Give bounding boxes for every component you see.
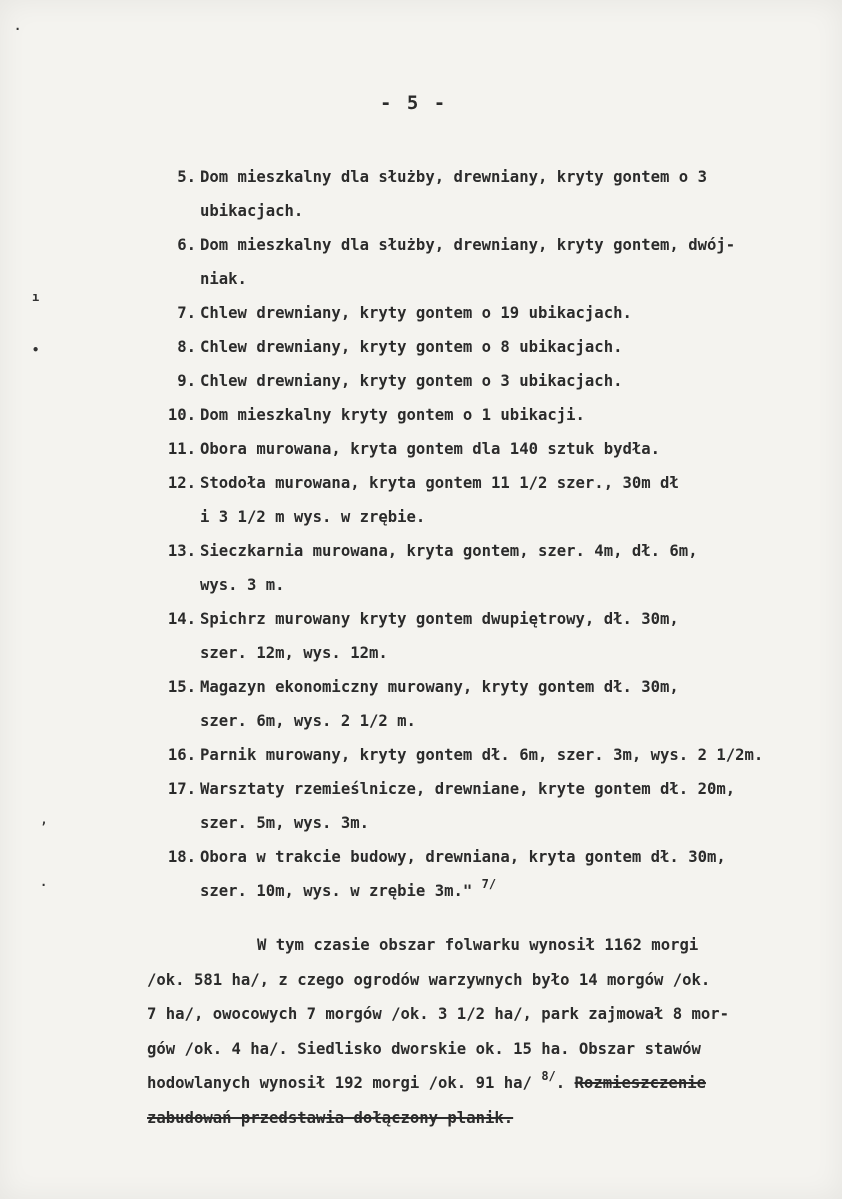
item-text: Parnik murowany, kryty gontem dł. 6m, szer. 3m, wys. 2 1/2m. (200, 746, 764, 764)
item-text: Dom mieszkalny dla służby, drewniany, kryty gontem o 3 (200, 168, 707, 186)
list-item (158, 364, 838, 398)
item-text-cont: ubikacjach. (200, 202, 304, 220)
item-text-cont: wys. 3 m. (200, 576, 285, 594)
page-number: - 5 - (380, 92, 448, 114)
item-text-cont: szer. 6m, wys. 2 1/2 m. (200, 712, 416, 730)
item-number: 10. (167, 406, 196, 424)
item-number: 13. (167, 542, 196, 560)
paragraph-line: gów /ok. 4 ha/. Siedlisko dworskie ok. 15 ha. Obszar stawów (147, 1039, 701, 1058)
building-list (158, 160, 838, 908)
item-text: Chlew drewniany, kryty gontem o 19 ubikacjach. (200, 304, 632, 322)
paragraph-line (147, 1101, 827, 1136)
footnote-ref: 8/ (541, 1069, 556, 1083)
item-text: Magazyn ekonomiczny murowany, kryty gontem dł. 30m, (200, 678, 679, 696)
summary-paragraph (147, 928, 827, 1135)
item-text-cont: niak. (200, 270, 247, 288)
item-text: Obora murowana, kryta gontem dla 140 sztuk bydła. (200, 440, 661, 458)
item-number: 15. (167, 678, 196, 696)
item-number: 16. (167, 746, 196, 764)
list-item (158, 772, 838, 840)
paragraph-line-text: hodowlanych wynosił 192 morgi /ok. 91 ha/ (147, 1074, 532, 1092)
item-number: 9. (177, 372, 196, 390)
margin-mark: • (32, 343, 40, 357)
list-item (158, 670, 838, 738)
item-number: 17. (167, 780, 196, 798)
item-text-cont (158, 874, 838, 908)
item-number: 11. (167, 440, 196, 458)
list-item (158, 296, 838, 330)
list-item (158, 534, 838, 602)
list-item (158, 840, 838, 908)
paragraph-line: 7 ha/, owocowych 7 morgów /ok. 3 1/2 ha/, park zajmował 8 mor- (147, 1005, 730, 1023)
item-number: 6. (177, 236, 196, 254)
item-text: Warsztaty rzemieślnicze, drewniane, kryte gontem dł. 20m, (200, 780, 736, 798)
paragraph-punct: . (555, 1074, 566, 1092)
item-number: 8. (177, 338, 196, 356)
list-item (158, 738, 838, 772)
item-text-cont: i 3 1/2 m wys. w zrębie. (200, 508, 426, 526)
margin-mark: ı (32, 290, 40, 304)
footnote-ref: 7/ (481, 877, 497, 891)
list-item (158, 160, 838, 228)
struck-text: zabudowań przedstawia dołączony planik. (147, 1108, 514, 1127)
paragraph-line (147, 1066, 827, 1101)
item-text: Sieczkarnia murowana, kryta gontem, szer. 4m, dł. 6m, (200, 542, 698, 560)
item-text: Dom mieszkalny dla służby, drewniany, kryty gontem, dwój- (200, 236, 736, 254)
list-item (158, 466, 838, 534)
item-text-cont: szer. 12m, wys. 12m. (200, 644, 388, 662)
item-text: Chlew drewniany, kryty gontem o 8 ubikacjach. (200, 338, 623, 356)
margin-mark: · (40, 878, 48, 892)
list-item (158, 398, 838, 432)
item-text-cont-body: szer. 10m, wys. w zrębie 3m." (200, 882, 473, 900)
item-number: 7. (177, 304, 196, 322)
item-text: Spichrz murowany kryty gontem dwupiętrowy, dł. 30m, (200, 610, 679, 628)
margin-mark: · (14, 22, 22, 36)
list-item (158, 330, 838, 364)
item-number: 14. (167, 610, 196, 628)
list-item (158, 602, 838, 670)
list-item (158, 228, 838, 296)
item-text: Stodoła murowana, kryta gontem 11 1/2 szer., 30m dł (200, 474, 679, 492)
item-number: 5. (177, 168, 196, 186)
item-number: 18. (167, 848, 196, 866)
item-text: Chlew drewniany, kryty gontem o 3 ubikacjach. (200, 372, 623, 390)
list-item (158, 432, 838, 466)
item-text: Obora w trakcie budowy, drewniana, kryta gontem dł. 30m, (200, 848, 726, 866)
margin-mark: ʼ (40, 820, 48, 834)
paragraph-line: /ok. 581 ha/, z czego ogrodów warzywnych było 14 morgów /ok. (147, 970, 711, 989)
item-number: 12. (167, 474, 196, 492)
item-text-cont: szer. 5m, wys. 3m. (200, 814, 369, 832)
struck-text: Rozmieszczenie (574, 1074, 706, 1092)
paragraph-line: W tym czasie obszar folwarku wynosił 1162 morgi (257, 936, 699, 954)
item-text: Dom mieszkalny kryty gontem o 1 ubikacji. (200, 406, 585, 424)
